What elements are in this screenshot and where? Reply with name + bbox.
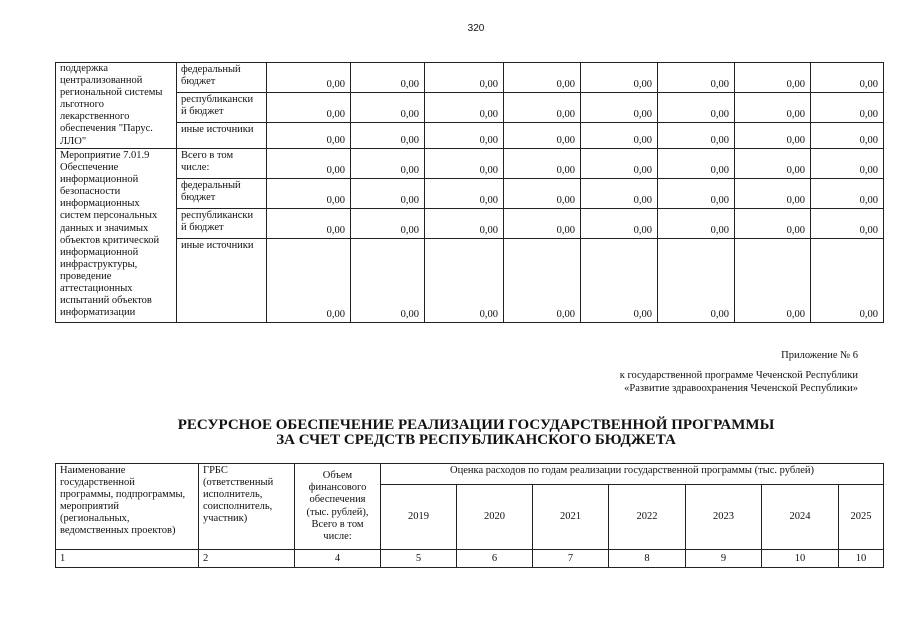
header-line: участник) <box>203 513 248 525</box>
column-number: 8 <box>609 550 686 568</box>
value-cell: 0,00 <box>811 93 884 123</box>
program-item-name-line: обеспечения "Парус. <box>60 123 153 135</box>
column-number: 9 <box>686 550 762 568</box>
budget-row <box>56 123 884 149</box>
program-item-name-line: проведение <box>60 270 112 282</box>
appendix-reference-line: «Развитие здравоохранения Чеченской Республики» <box>624 383 858 394</box>
value-cell: 0,00 <box>581 209 658 239</box>
value-cell: 0,00 <box>658 149 735 179</box>
funding-source <box>177 179 267 209</box>
budget-row <box>56 149 884 179</box>
funding-source-line: федеральный <box>181 180 241 191</box>
funding-source <box>177 93 267 123</box>
document-title <box>55 418 897 447</box>
header-line: числе: <box>323 530 352 542</box>
budget-row <box>56 93 884 123</box>
program-item-name-line: поддержка <box>60 63 109 74</box>
value-cell: 0,00 <box>658 93 735 123</box>
program-item-name-line: централизованной <box>60 75 143 87</box>
resource-table <box>55 463 884 568</box>
header-line: финансового <box>308 482 367 494</box>
value-cell: 0,00 <box>811 179 884 209</box>
value-cell: 0,00 <box>267 239 351 323</box>
budget-row <box>56 179 884 209</box>
header-line: ведомственных проектов) <box>60 525 176 537</box>
value-cell: 0,00 <box>811 63 884 93</box>
program-item-name-line: информационной <box>60 174 139 186</box>
value-cell: 0,00 <box>811 239 884 323</box>
value-cell: 0,00 <box>425 209 504 239</box>
year-header: 2022 <box>609 485 686 550</box>
year-header: 2024 <box>762 485 839 550</box>
funding-source-line: иные источники <box>181 124 254 135</box>
value-cell: 0,00 <box>735 149 811 179</box>
program-item-name-line: данных и значимых <box>60 222 149 234</box>
program-item-name-line: льготного <box>60 99 104 111</box>
column-number: 7 <box>533 550 609 568</box>
value-cell: 0,00 <box>425 93 504 123</box>
value-cell: 0,00 <box>351 123 425 149</box>
program-item-name-line: Обеспечение <box>60 162 119 174</box>
document-title-line: ЗА СЧЕТ СРЕДСТВ РЕСПУБЛИКАНСКОГО БЮДЖЕТА <box>276 431 676 448</box>
header-line: Всего в том <box>311 518 364 530</box>
value-cell: 0,00 <box>267 209 351 239</box>
funding-source-line: Всего в том <box>181 150 234 161</box>
value-cell: 0,00 <box>581 239 658 323</box>
program-item-name-line: Мероприятие 7.01.9 <box>60 150 150 161</box>
program-item-name-line: аттестационных <box>60 283 133 295</box>
column-number: 10 <box>839 550 884 568</box>
document-title-line: РЕСУРСНОЕ ОБЕСПЕЧЕНИЕ РЕАЛИЗАЦИИ ГОСУДАРСТВЕННОЙ ПРОГРАММЫ <box>177 417 775 433</box>
program-item-name-line: информационной <box>60 246 139 258</box>
value-cell: 0,00 <box>504 239 581 323</box>
header-total-funding <box>295 464 381 550</box>
budget-table-continued <box>55 62 884 323</box>
year-header: 2019 <box>381 485 457 550</box>
funding-source <box>177 123 267 149</box>
value-cell: 0,00 <box>811 149 884 179</box>
value-cell: 0,00 <box>425 149 504 179</box>
value-cell: 0,00 <box>735 93 811 123</box>
value-cell: 0,00 <box>581 63 658 93</box>
column-number: 5 <box>381 550 457 568</box>
value-cell: 0,00 <box>735 63 811 93</box>
header-years-estimate: Оценка расходов по годам реализации государственной программы (тыс. рублей) <box>381 464 884 485</box>
value-cell: 0,00 <box>658 123 735 149</box>
value-cell: 0,00 <box>658 209 735 239</box>
budget-row <box>56 209 884 239</box>
value-cell: 0,00 <box>735 179 811 209</box>
budget-row <box>56 63 884 93</box>
header-line: соисполнитель, <box>203 501 273 513</box>
year-header: 2023 <box>686 485 762 550</box>
column-number: 4 <box>295 550 381 568</box>
header-row <box>56 464 884 485</box>
funding-source-line: бюджет <box>181 192 216 204</box>
header-line: ГРБС <box>203 465 228 476</box>
value-cell: 0,00 <box>267 63 351 93</box>
value-cell: 0,00 <box>658 179 735 209</box>
funding-source-line: иные источники <box>181 240 254 251</box>
value-cell: 0,00 <box>658 239 735 323</box>
header-line: (тыс. рублей), <box>306 506 369 518</box>
value-cell: 0,00 <box>351 149 425 179</box>
program-item-name-line: лекарственного <box>60 111 130 123</box>
value-cell: 0,00 <box>581 93 658 123</box>
value-cell: 0,00 <box>504 93 581 123</box>
funding-source-line: числе: <box>181 162 210 174</box>
value-cell: 0,00 <box>735 239 811 323</box>
value-cell: 0,00 <box>504 63 581 93</box>
program-item-name <box>56 63 177 149</box>
funding-source <box>177 63 267 93</box>
value-cell: 0,00 <box>425 63 504 93</box>
appendix-reference-line: к государственной программе Чеченской Республики <box>619 370 858 381</box>
value-cell: 0,00 <box>811 123 884 149</box>
header-line: исполнитель, <box>203 489 263 501</box>
header-line: обеспечения <box>309 494 366 506</box>
column-number: 2 <box>199 550 295 568</box>
header-line: Наименование <box>60 465 126 476</box>
header-line: мероприятий <box>60 501 119 513</box>
funding-source <box>177 149 267 179</box>
value-cell: 0,00 <box>351 93 425 123</box>
appendix-label: Приложение № 6 <box>781 350 858 361</box>
year-header: 2020 <box>457 485 533 550</box>
program-item-name <box>56 149 177 323</box>
program-item-name-line: объектов критической <box>60 234 160 246</box>
program-item-name-line: региональной системы <box>60 87 163 99</box>
value-cell: 0,00 <box>267 149 351 179</box>
program-item-name-line: информационных <box>60 198 140 210</box>
value-cell: 0,00 <box>425 179 504 209</box>
value-cell: 0,00 <box>267 93 351 123</box>
header-program-name <box>56 464 199 550</box>
page-number: 320 <box>467 23 485 34</box>
funding-source-line: республикански <box>181 94 254 105</box>
value-cell: 0,00 <box>504 123 581 149</box>
header-grbs <box>199 464 295 550</box>
program-item-name-line: инфраструктуры, <box>60 258 138 270</box>
budget-table-body <box>56 63 884 323</box>
year-header: 2021 <box>533 485 609 550</box>
value-cell: 0,00 <box>581 149 658 179</box>
value-cell: 0,00 <box>581 123 658 149</box>
value-cell: 0,00 <box>425 123 504 149</box>
value-cell: 0,00 <box>351 239 425 323</box>
column-number: 10 <box>762 550 839 568</box>
value-cell: 0,00 <box>658 63 735 93</box>
header-line: программы, подпрограммы, <box>60 489 186 501</box>
budget-row <box>56 239 884 323</box>
value-cell: 0,00 <box>351 63 425 93</box>
program-item-name-line: информатизации <box>60 307 136 319</box>
funding-source-line: федеральный <box>181 64 241 75</box>
column-number-row <box>56 550 884 568</box>
value-cell: 0,00 <box>504 149 581 179</box>
value-cell: 0,00 <box>351 209 425 239</box>
column-number: 1 <box>56 550 199 568</box>
value-cell: 0,00 <box>267 179 351 209</box>
value-cell: 0,00 <box>504 179 581 209</box>
funding-source-line: бюджет <box>181 76 216 88</box>
value-cell: 0,00 <box>504 209 581 239</box>
value-cell: 0,00 <box>811 209 884 239</box>
column-number: 6 <box>457 550 533 568</box>
value-cell: 0,00 <box>351 179 425 209</box>
funding-source <box>177 239 267 323</box>
funding-source-line: й бюджет <box>181 106 224 118</box>
value-cell: 0,00 <box>267 123 351 149</box>
value-cell: 0,00 <box>735 123 811 149</box>
funding-source <box>177 209 267 239</box>
header-line: государственной <box>60 477 135 489</box>
funding-source-line: й бюджет <box>181 222 224 234</box>
program-item-name-line: систем персональных <box>60 210 158 222</box>
header-line: (ответственный <box>203 477 274 489</box>
value-cell: 0,00 <box>735 209 811 239</box>
funding-source-line: республикански <box>181 210 254 221</box>
value-cell: 0,00 <box>581 179 658 209</box>
program-item-name-line: безопасности <box>60 186 121 198</box>
header-line: (региональных, <box>60 513 130 525</box>
value-cell: 0,00 <box>425 239 504 323</box>
program-item-name-line: ЛЛО" <box>60 135 87 147</box>
program-item-name-line: испытаний объектов <box>60 295 152 307</box>
year-header: 2025 <box>839 485 884 550</box>
header-line: Объем <box>322 470 353 482</box>
